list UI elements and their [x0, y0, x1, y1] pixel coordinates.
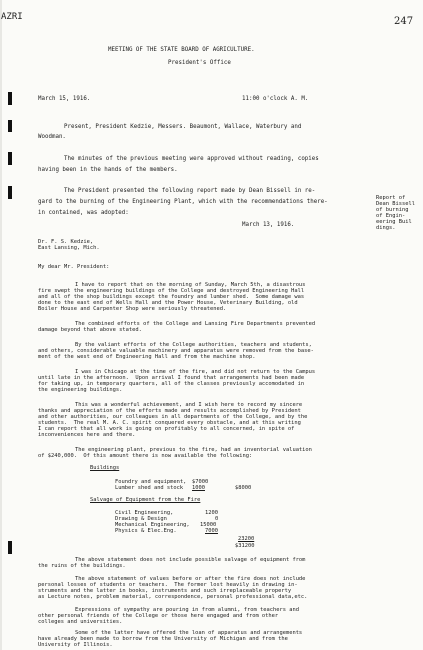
paragraph-line: Boiler House and Carpenter Shop were seriously threatened.: [38, 306, 227, 312]
salvage-amount: 15000: [200, 522, 217, 528]
paragraph-line: the engineering buildings.: [38, 387, 123, 393]
letter-date: March 13, 1916.: [242, 222, 295, 228]
salvage-amount: 1200: [205, 510, 218, 516]
paragraph-line: I was in Chicago at the time of the fire, and did not return to the Campus: [75, 369, 316, 375]
side-note-line: dings.: [376, 225, 396, 231]
margin-bar: [8, 186, 12, 199]
paragraph-line: and others, considerable valuable machinery and apparatus were removed from the base-: [38, 348, 314, 354]
paragraph-line: students. The real M. A. C. spirit conquered every obstacle, and at this writing: [38, 420, 301, 426]
scan-edge: [0, 0, 2, 650]
margin-bar: [8, 120, 12, 132]
paragraph-line: for taking up, in temporary quarters, all of the classes previously accomodated in: [38, 381, 305, 387]
paragraph-line: done to the east end of Wells Hall and the Power House, Veterinary Building, old: [38, 300, 298, 306]
salvage-label: Physics & Elec.Eng.: [115, 528, 177, 534]
paragraph-line: have already been made to borrow from the University of Michigan and from the: [38, 636, 288, 642]
paragraph-line: Some of the latter have offered the loan of apparatus and arrangements: [75, 630, 303, 636]
side-note-line: Report of: [376, 195, 406, 201]
report-intro-line: The President presented the following report made by Dean Bissell in re-: [64, 188, 316, 194]
paragraph-line: colleges and universities.: [38, 619, 123, 625]
paragraph-line: personal losses of students or teachers. The former lost heavily in drawing in-: [38, 582, 298, 588]
buildings-heading: Buildings: [90, 465, 120, 471]
margin-bar: [8, 152, 12, 165]
paragraph-line: By the valiant efforts of the College authorities, teachers and students,: [75, 342, 312, 348]
letter-addressee: East Lansing, Mich.: [38, 245, 100, 251]
page-number: 247: [394, 16, 414, 27]
paragraph-line: inconveniences here and there.: [38, 432, 136, 438]
present-line: Woodman.: [38, 134, 66, 140]
salvage-label: Drawing & Design: [115, 516, 167, 522]
report-intro-line: in contained, was adopted:: [38, 210, 129, 216]
side-note-line: Dean Bissell: [376, 201, 415, 207]
buildings-label: Foundry and equipment,: [115, 479, 187, 485]
corner-label: AZRI: [1, 12, 23, 22]
salvage-amount: 0: [215, 516, 219, 522]
paragraph-line: and all of the shop buildings except the foundry and lumber shed. Some damage was: [38, 294, 305, 300]
salvage-label: Civil Engineering,: [115, 510, 174, 516]
paragraph-line: thanks and appreciation of the efforts made and results accomplished by President: [38, 408, 301, 414]
paragraph-line: ment of the west end of Engineering Hall and from the machine shop.: [38, 354, 256, 360]
paragraph-line: of $240,000. Of this amount there is now available the following:: [38, 453, 253, 459]
buildings-total: $8000: [235, 485, 252, 491]
margin-bar: [8, 92, 12, 105]
report-intro-line: gard to the burning of the Engineering Plant, which with the recommendations there-: [38, 199, 328, 205]
buildings-amount: 1000: [192, 485, 205, 491]
salvage-total: 23200: [238, 536, 255, 542]
side-note-line: of burning: [376, 207, 409, 213]
buildings-label: Lumber shed and stock: [115, 485, 184, 491]
meeting-subtitle: President's Office: [168, 60, 231, 66]
paragraph-line: the ruins of the buildings.: [38, 563, 126, 569]
salvage-label: Mechanical Engineering,: [115, 522, 190, 528]
paragraph-line: The above statement does not include possible salvage of equipment from: [75, 557, 306, 563]
margin-bar: [8, 541, 12, 554]
paragraph-line: as Lecture notes, problem material, correspondence, personal professional data,etc.: [38, 594, 308, 600]
paragraph-line: The combined efforts of the College and Lansing Fire Departments prevented: [75, 321, 316, 327]
paragraph-line: other personal friends of the College or those here engaged and from other: [38, 613, 279, 619]
side-note-line: eering Buil: [376, 219, 412, 225]
paragraph-line: This was a wonderful achievement, and I wish here to record my sincere: [75, 402, 303, 408]
meeting-title: MEETING OF THE STATE BOARD OF AGRICULTURE.: [108, 47, 255, 53]
meeting-date: March 15, 1916.: [38, 96, 91, 102]
paragraph-line: damage beyond that above stated.: [38, 327, 142, 333]
paragraph-line: The above statement of values before or after the fire does not include: [75, 576, 306, 582]
paragraph-line: until late in the afternoon. Upon arrival I found that arrangements had been made: [38, 375, 305, 381]
buildings-amount: $7000: [192, 479, 209, 485]
salvage-heading: Salvage of Equipment from the Fire: [90, 497, 201, 503]
paragraph-line: Expressions of sympathy are pouring in from alumni, from teachers and: [75, 607, 299, 613]
paragraph-line: struments and the latter in books, instruments and such irreplaceable property: [38, 588, 292, 594]
side-note-line: of Engin-: [376, 213, 406, 219]
salvage-amount: 7000: [205, 528, 218, 534]
letter-addressee: Dr. F. S. Kedzie,: [38, 239, 94, 245]
minutes-line: having been in the hands of the members.: [38, 167, 178, 173]
paragraph-line: I have to report that on the morning of Sunday, March 5th, a disastrous: [75, 282, 306, 288]
grand-total: $31200: [235, 543, 255, 549]
meeting-time: 11:00 o'clock A. M.: [242, 96, 309, 102]
letter-salutation: My dear Mr. President:: [38, 264, 110, 270]
present-line: Present, President Kedzie, Messers. Beaumont, Wallace, Waterbury and: [64, 124, 302, 130]
paragraph-line: fire swept the engineering buildings of the College and destroyed Engineering Hall: [38, 288, 305, 294]
minutes-line: The minutes of the previous meeting were approved without reading, copies: [64, 156, 319, 162]
paragraph-line: The engineering plant, previous to the fire, had an inventorial valuation: [75, 447, 312, 453]
paragraph-line: I can report that all work is going on profitably to all concerned, in spite of: [38, 426, 295, 432]
paragraph-line: and other authorities, our colleagues in all departments of the College, and by the: [38, 414, 308, 420]
paragraph-line: University of Illinois.: [38, 642, 113, 648]
